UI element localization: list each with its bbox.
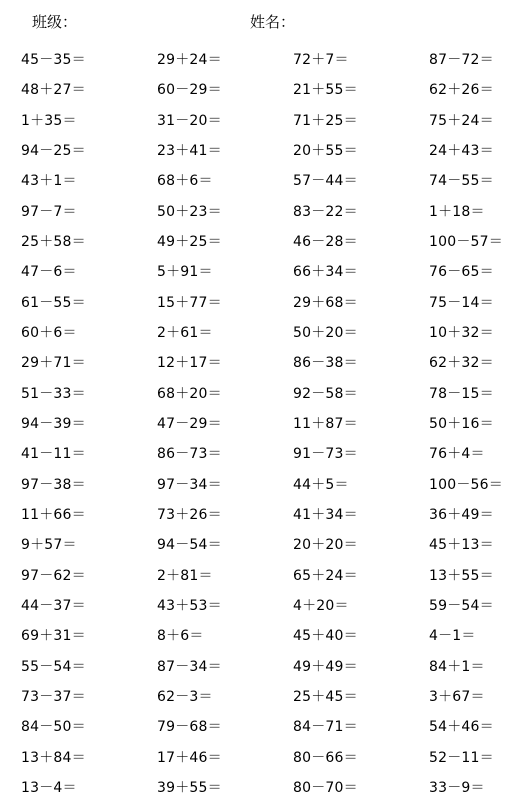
math-problem: 68＋20＝ — [157, 385, 222, 402]
math-problem: 29＋68＝ — [293, 294, 358, 311]
math-problem: 17＋46＝ — [157, 749, 222, 766]
math-problem: 97－38＝ — [21, 476, 86, 493]
math-problem: 72＋7＝ — [293, 52, 349, 68]
math-problem: 10＋32＝ — [429, 324, 494, 341]
math-problem: 75－14＝ — [429, 294, 494, 311]
problem-grid — [0, 46, 522, 804]
problem-row — [0, 501, 522, 531]
math-problem: 69＋31＝ — [21, 628, 86, 645]
problem-row — [0, 380, 522, 410]
math-problem: 66＋34＝ — [293, 264, 358, 281]
problem-row — [0, 258, 522, 288]
math-problem: 84＋1＝ — [429, 658, 485, 675]
math-problem: 55－54＝ — [21, 658, 86, 675]
math-problem: 87－72＝ — [429, 52, 494, 68]
math-problem: 50＋16＝ — [429, 415, 494, 432]
math-problem: 84－71＝ — [293, 719, 358, 736]
math-problem: 60－29＝ — [157, 82, 222, 99]
math-problem: 73－37＝ — [21, 688, 86, 705]
math-problem: 86－38＝ — [293, 355, 358, 372]
math-problem: 49＋25＝ — [157, 233, 222, 250]
math-problem: 2＋61＝ — [157, 324, 213, 341]
math-problem: 97－7＝ — [21, 203, 77, 220]
math-problem: 74－55＝ — [429, 173, 494, 190]
math-problem: 25＋58＝ — [21, 233, 86, 250]
problem-row — [0, 410, 522, 440]
problem-row — [0, 46, 522, 76]
math-problem: 45＋40＝ — [293, 628, 358, 645]
math-problem: 43＋53＝ — [157, 597, 222, 614]
problem-row — [0, 774, 522, 804]
math-problem: 59－54＝ — [429, 597, 494, 614]
problem-row — [0, 319, 522, 349]
math-problem: 46－28＝ — [293, 233, 358, 250]
math-problem: 94－54＝ — [157, 537, 222, 554]
math-problem: 11＋87＝ — [293, 415, 358, 432]
math-problem: 73＋26＝ — [157, 506, 222, 523]
math-problem: 45＋13＝ — [429, 537, 494, 554]
math-problem: 61－55＝ — [21, 294, 86, 311]
math-problem: 20＋20＝ — [293, 537, 358, 554]
problem-row — [0, 471, 522, 501]
problem-row — [0, 622, 522, 652]
problem-row — [0, 683, 522, 713]
math-problem: 48＋27＝ — [21, 82, 86, 99]
problem-row — [0, 198, 522, 228]
math-problem: 20＋55＝ — [293, 142, 358, 159]
math-problem: 52－11＝ — [429, 749, 494, 766]
problem-row — [0, 713, 522, 743]
problem-row — [0, 562, 522, 592]
math-problem: 33－9＝ — [429, 779, 485, 796]
problem-row — [0, 137, 522, 167]
math-problem: 54＋46＝ — [429, 719, 494, 736]
problem-row — [0, 349, 522, 379]
math-problem: 60＋6＝ — [21, 324, 77, 341]
math-problem: 43＋1＝ — [21, 173, 77, 190]
math-problem: 4＋20＝ — [293, 597, 349, 614]
math-problem: 29＋24＝ — [157, 52, 222, 68]
math-problem: 76－65＝ — [429, 264, 494, 281]
math-problem: 36＋49＝ — [429, 506, 494, 523]
math-problem: 62＋32＝ — [429, 355, 494, 372]
math-problem: 1＋35＝ — [21, 112, 77, 129]
math-problem: 83－22＝ — [293, 203, 358, 220]
math-problem: 80－70＝ — [293, 779, 358, 796]
math-problem: 75＋24＝ — [429, 112, 494, 129]
math-problem: 94－39＝ — [21, 415, 86, 432]
math-problem: 92－58＝ — [293, 385, 358, 402]
math-problem: 13－4＝ — [21, 779, 77, 796]
math-problem: 71＋25＝ — [293, 112, 358, 129]
math-problem: 84－50＝ — [21, 719, 86, 736]
math-problem: 100－56＝ — [429, 476, 503, 493]
math-problem: 15＋77＝ — [157, 294, 222, 311]
problem-row — [0, 107, 522, 137]
math-problem: 44＋5＝ — [293, 476, 349, 493]
problem-row — [0, 744, 522, 774]
math-problem: 57－44＝ — [293, 173, 358, 190]
math-problem: 68＋6＝ — [157, 173, 213, 190]
problem-row — [0, 228, 522, 258]
math-problem: 94－25＝ — [21, 142, 86, 159]
math-problem: 49＋49＝ — [293, 658, 358, 675]
name-label: 姓名： — [250, 13, 296, 31]
problem-row — [0, 289, 522, 319]
math-problem: 47－29＝ — [157, 415, 222, 432]
math-problem: 47－6＝ — [21, 264, 77, 281]
math-problem: 78－15＝ — [429, 385, 494, 402]
problem-row — [0, 76, 522, 106]
math-problem: 23＋41＝ — [157, 142, 222, 159]
math-problem: 25＋45＝ — [293, 688, 358, 705]
math-problem: 13＋55＝ — [429, 567, 494, 584]
math-problem: 4－1＝ — [429, 628, 476, 645]
math-problem: 51－33＝ — [21, 385, 86, 402]
math-problem: 13＋84＝ — [21, 749, 86, 766]
math-problem: 62－3＝ — [157, 688, 213, 705]
problem-row — [0, 592, 522, 622]
math-problem: 65＋24＝ — [293, 567, 358, 584]
math-problem: 8＋6＝ — [157, 628, 204, 645]
math-problem: 45－35＝ — [21, 52, 86, 68]
math-problem: 97－34＝ — [157, 476, 222, 493]
math-problem: 29＋71＝ — [21, 355, 86, 372]
math-problem: 39＋55＝ — [157, 779, 222, 796]
math-problem: 87－34＝ — [157, 658, 222, 675]
math-problem: 44－37＝ — [21, 597, 86, 614]
math-problem: 3＋67＝ — [429, 688, 485, 705]
math-problem: 1＋18＝ — [429, 203, 485, 220]
class-label: 班级： — [32, 13, 78, 31]
math-problem: 79－68＝ — [157, 719, 222, 736]
math-problem: 24＋43＝ — [429, 142, 494, 159]
math-problem: 41－11＝ — [21, 446, 86, 463]
math-problem: 50＋20＝ — [293, 324, 358, 341]
problem-row — [0, 653, 522, 683]
math-problem: 100－57＝ — [429, 233, 503, 250]
math-problem: 91－73＝ — [293, 446, 358, 463]
math-problem: 86－73＝ — [157, 446, 222, 463]
worksheet-header — [0, 11, 522, 33]
math-problem: 80－66＝ — [293, 749, 358, 766]
problem-row — [0, 531, 522, 561]
math-problem: 2＋81＝ — [157, 567, 213, 584]
math-problem: 11＋66＝ — [21, 506, 86, 523]
math-problem: 21＋55＝ — [293, 82, 358, 99]
math-problem: 12＋17＝ — [157, 355, 222, 372]
math-problem: 97－62＝ — [21, 567, 86, 584]
problem-row — [0, 440, 522, 470]
math-problem: 9＋57＝ — [21, 537, 77, 554]
math-problem: 50＋23＝ — [157, 203, 222, 220]
math-problem: 5＋91＝ — [157, 264, 213, 281]
problem-row — [0, 167, 522, 197]
math-problem: 41＋34＝ — [293, 506, 358, 523]
math-problem: 76＋4＝ — [429, 446, 485, 463]
math-problem: 31－20＝ — [157, 112, 222, 129]
math-problem: 62＋26＝ — [429, 82, 494, 99]
